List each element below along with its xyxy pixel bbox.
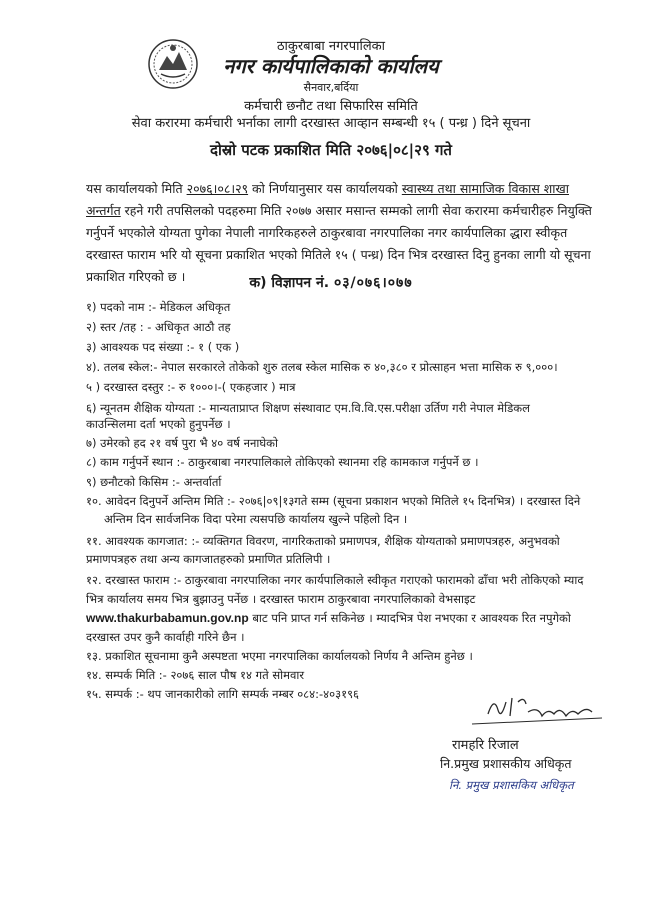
intro-mid: को निर्णयानुसार यस कार्यालयको <box>248 181 402 196</box>
office-title: नगर कार्यपालिकाको कार्यालय <box>223 54 439 78</box>
item-age: ७) उमेरको हद २१ वर्ष पुरा भै ४० वर्ष ननाघेको <box>86 436 278 450</box>
signatory-name: रामहरि रिजाल <box>452 738 519 753</box>
section-suffix: अन्तर्गत <box>86 203 121 218</box>
item-deadline-cont: अन्तिम दिन सार्वजनिक विदा परेमा त्यसपछि कार्यालय खुल्ने पहिलो दिन । <box>104 512 408 526</box>
item-workplace: ८) काम गर्नुपर्ने स्थान :- ठाकुरबाबा नगरपालिकाले तोकिएको स्थानमा रहि कामकाज गर्नुपर्ने छ । <box>86 455 479 469</box>
ad-number: ०३/०७६।०७७ <box>333 275 413 291</box>
ad-label: क) विज्ञापन नं. <box>249 275 330 291</box>
official-stamp: नि. प्रमुख प्रशासकिय अधिकृत <box>449 778 574 792</box>
item-fee: ५ ) दरखास्त दस्तुर :- रु १०००।-( एकहजार ) मात्र <box>86 380 296 394</box>
decision-date: २०७६।०८।२९ <box>186 181 249 196</box>
item-form-cont: भित्र कार्यालय समय भित्र बुझाउनु पर्नेछ । दरखास्त फाराम ठाकुरबावा नगरपालिकाको वेभसाइट <box>86 592 476 606</box>
website-rest: बाट पनि प्राप्त गर्न सकिनेछ । म्यादभित्र पेश नभएका र आवश्यक रित नपुगेको <box>248 611 571 625</box>
notice-title: सेवा करारमा कर्मचारी भर्नाका लागी दरखास्त आव्हान सम्बन्धी १५ ( पन्ध्र ) दिने सूचना <box>131 116 531 131</box>
item-salary: ४). तलब स्केल:- नेपाल सरकारले तोकेको शुरु तलब स्केल मासिक रु ४०,३८० र प्रोत्साहन भत्ता मासिक रु ९,०००। <box>86 360 558 374</box>
ad-header <box>0 273 662 292</box>
item-post-count: ३) आवश्यक पद संख्या :- १ ( एक ) <box>86 340 240 354</box>
item-post-name: १) पदको नाम :- मेडिकल अधिकृत <box>86 300 231 314</box>
website-link[interactable]: www.thakurbabamun.gov.np <box>86 611 249 625</box>
item-form-website <box>86 611 571 626</box>
handwritten-signature <box>468 688 608 728</box>
item-contact-number: १५. सम्पर्क :- थप जानकारीको लागि सम्पर्क नम्बर ०८४:-४०३१९६ <box>86 687 360 701</box>
item-qualification: ६) न्यूनतम शैक्षिक योग्यता :- मान्यताप्राप्त शिक्षण संस्थावाट एम.वि.वि.एस.परीक्षा उर्तिण गरी नेपाल मेडिकल <box>86 401 530 415</box>
item-documents-cont: प्रमाणपत्रहरु तथा अन्य कागजातहरुको प्रमाणित प्रतिलिपी । <box>86 552 331 566</box>
item-level: २) स्तर /तह : - अधिकृत आठौ तह <box>86 320 231 334</box>
municipality-name: ठाकुरबाबा नगरपालिका <box>276 39 386 54</box>
published-date: दोस्रो पटक प्रकाशित मिति २०७६|०८|२९ गते <box>210 141 452 159</box>
signatory-designation: नि.प्रमुख प्रशासकीय अधिकृत <box>440 756 572 771</box>
item-qualification-cont: काउन्सिलमा दर्ता भएको हुनुपर्नेछ । <box>86 417 231 431</box>
item-form-end: दरखास्त उपर कुनै कार्वाही गरिने छैन । <box>86 630 245 644</box>
intro-pre: यस कार्यालयको मिति <box>86 181 187 196</box>
committee-name: कर्मचारी छनौट तथा सिफारिस समिति <box>244 99 418 114</box>
item-final-decision: १३. प्रकाशित सूचनामा कुनै अस्पष्टता भएमा नगरपालिका कार्यालयको निर्णय नै अन्तिम हुनेछ । <box>86 649 473 663</box>
section-name: स्वास्थ्य तथा सामाजिक विकास शाखा <box>401 181 569 196</box>
intro-paragraph <box>86 178 606 288</box>
item-deadline: १०. आवेदन दिनुपर्ने अन्तिम मिति :- २०७६|०९|१३गते सम्म (सूचना प्रकाशन भएको मितिले १५ दिनभित्र) । दरखास्त दिने <box>86 494 581 508</box>
item-form: १२. दरखास्त फाराम :- ठाकुरबावा नगरपालिका नगर कार्यपालिकाले स्वीकृत गराएको फारामको ढाँचा भरी तोकिएको म्याद <box>86 573 584 587</box>
office-address: सैनवार,बर्दिया <box>303 81 359 94</box>
intro-rest: रहने गरी तपसिलको पदहरुमा मिति २०७७ असार मसान्त सम्मको लागी सेवा करारमा कर्मचारीहरु नियुक्ति गर्नुपर्ने भएकोले योग्यता पुगेका नेपाली नागरिकहरुले ठाकुरबावा नगरपालिका नगर कार्यपालिका द्धारा स्वीकृत दरखास्त फाराम भरि यो सूचना प्रकाशित भएको मितिले १५ ( पन्ध्र) दिन भित्र दरखास्त दिनु हुनका लागी यो सूचना प्रकाशित गरिएको छ । <box>86 203 592 284</box>
item-contact-date: १४. सम्पर्क मिति :- २०७६ साल पौष १४ गते सोमवार <box>86 668 305 682</box>
item-selection: ९) छनौटको किसिम :- अन्तर्वार्ता <box>86 475 222 489</box>
item-documents: ११. आवश्यक कागजात: :- व्यक्तिगत विवरण, नागरिकताको प्रमाणपत्र, शैक्षिक योग्यताको प्रमाणपत्रहरु, अनुभवको <box>86 534 560 548</box>
